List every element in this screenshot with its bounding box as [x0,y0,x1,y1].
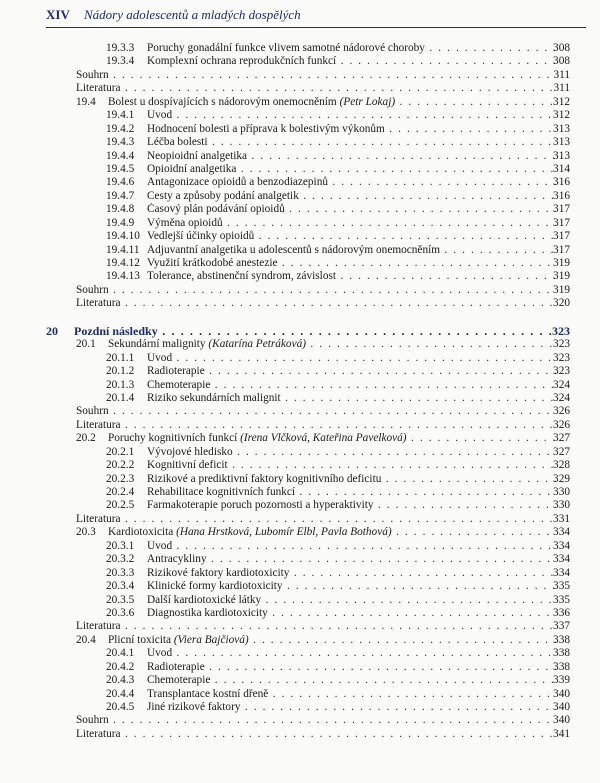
toc-entry-title-text: Další kardiotoxické látky [147,593,262,606]
toc-entry-title [147,607,556,620]
toc-entry-page: 330 [553,499,570,512]
toc-entry-title [147,594,556,607]
toc-entry [0,244,600,257]
toc-entry-title [147,499,556,512]
toc-entry-title [147,580,556,593]
toc-entry [0,338,600,351]
toc-entry [0,714,600,727]
toc-entry [0,96,600,109]
toc-entry-title-text: Souhrn [76,68,109,81]
toc-entry-number: 19.4.8 [106,203,135,216]
toc-entry-title [76,297,556,310]
toc-entry-title-text: Výměna opioidů [147,216,223,229]
toc-entry-title-text: Literatura [76,512,121,525]
toc-entry-title [147,176,556,189]
toc-entry-title-text: Souhrn [76,405,109,418]
toc-entry-page: 338 [553,647,570,660]
toc-entry-page: 341 [553,727,570,740]
toc-entry-title-text: Rizikové faktory kardiotoxicity [147,566,290,579]
toc-entry [0,473,600,486]
toc-entry-page: 330 [553,486,570,498]
toc-entry [0,150,600,163]
toc-entry-title [74,325,556,338]
toc-entry-page: 331 [553,512,570,525]
toc-entry-number: 19.4.13 [106,270,140,283]
toc-entry-title [147,55,556,68]
toc-entry-number: 20.4.2 [106,660,135,673]
toc-entry-page: 339 [553,674,570,687]
toc-entry-title [108,526,556,539]
toc-entry [0,674,600,687]
toc-entry-title [147,42,556,55]
toc-entry-title [76,82,556,95]
toc-entry-number: 20.3.5 [106,593,135,606]
toc-entry-title [147,257,556,270]
toc-entry [0,620,600,633]
toc-entry-number: 19.4.5 [106,162,135,175]
toc-entry-number: 20.1.3 [106,378,135,391]
toc-entry-title-text: Farmakoterapie poruch pozornosti a hyperaktivity [147,499,374,512]
toc-entry-title-text: Časový plán podávání opioidů [147,203,285,216]
toc-entry-page: 320 [553,297,570,310]
toc-entry-title [147,567,556,580]
toc-entry-title [76,284,556,297]
toc-entry-number: 19.4.3 [106,136,135,149]
toc-entry [0,513,600,526]
table-of-contents [0,42,600,741]
toc-entry-title [147,674,556,687]
toc-entry-title-text: Komplexní ochrana reprodukčních funkcí [147,55,337,68]
toc-entry-title [147,150,556,163]
toc-entry-title [147,446,556,459]
toc-entry-title-text: Tolerance, abstinenční syndrom, závislost [147,270,337,283]
toc-entry-title-text: Opioidní analgetika [147,162,237,175]
toc-entry-page: 314 [553,162,570,175]
toc-entry-title-text: Plicní toxicita [108,633,172,646]
toc-entry-page: 334 [553,566,570,579]
toc-entry-number: 20.3.6 [106,606,135,619]
toc-entry [0,379,600,392]
toc-entry-page: 335 [553,580,570,593]
toc-entry [0,661,600,674]
toc-entry-number: 20.4.5 [106,701,135,713]
toc-entry-title-text: Literatura [76,620,121,633]
toc-entry-number: 20.2.2 [106,459,135,472]
toc-entry-number: 19.3.4 [106,55,135,68]
toc-entry-page: 311 [553,82,570,95]
toc-entry-page: 324 [553,378,570,391]
toc-entry-title-text: Souhrn [76,714,109,727]
toc-entry-title-text: Jiné rizikové faktory [147,701,241,713]
toc-entry [0,405,600,418]
toc-entry-title [76,405,556,418]
toc-entry-title-text: Kardiotoxicita [108,526,174,539]
toc-entry-page: 317 [553,216,570,229]
toc-entry [0,419,600,432]
toc-entry-title [147,379,556,392]
toc-entry-title [147,123,556,136]
toc-entry-title-text: Chemoterapie [147,674,211,687]
toc-entry-title-text: Léčba bolesti [147,136,208,149]
toc-entry-title [76,728,556,741]
toc-entry-title [76,714,556,727]
toc-entry-number: 20.3.1 [106,539,135,552]
page-number-roman: XIV [46,7,70,22]
toc-entry-page: 317 [553,243,570,256]
toc-entry [0,230,600,243]
toc-entry-title [108,432,556,445]
running-header [46,7,586,28]
toc-entry [0,594,600,607]
toc-entry-title [147,486,556,499]
toc-entry-authors: (Hana Hrstková, Lubomír Elbl, Pavla Bothová) [176,526,392,539]
toc-entry-title-text: Cesty a způsoby podání analgetik [147,189,299,202]
toc-entry-title [147,459,556,472]
toc-entry [0,123,600,136]
toc-entry [0,352,600,365]
toc-entry-number: 19.4.4 [106,149,135,162]
toc-entry-title-text: Poruchy kognitivních funkcí [108,432,238,445]
toc-entry-number: 19.4.7 [106,189,135,202]
toc-entry [0,163,600,176]
toc-entry-title-text: Kognitivní deficit [147,459,228,472]
toc-entry-title-text: Neopioidní analgetika [147,149,248,162]
toc-entry-title-text: Rehabilitace kognitivních funkcí [147,486,296,498]
toc-entry-page: 317 [553,203,570,216]
toc-entry-title-text: Využití krátkodobé anestezie [147,257,278,269]
toc-entry-title-text: Souhrn [76,283,109,296]
toc-entry-title-text: Bolest u dospívajících s nádorovým onemocněním [108,95,337,108]
toc-entry [0,728,600,741]
toc-entry-title-text: Radioterapie [147,365,205,378]
toc-entry-page: 340 [553,714,570,727]
toc-entry-number: 20.4 [76,633,96,646]
toc-entry-title [147,203,556,216]
toc-entry-title [147,352,556,365]
toc-entry [0,55,600,68]
toc-entry-authors: (Viera Bajčiová) [173,633,249,646]
toc-entry-page: 311 [553,68,570,81]
toc-entry [0,580,600,593]
toc-entry-title [76,419,556,432]
toc-entry-title [108,634,556,647]
toc-entry-title-text: Rizikové a prediktivní faktory kognitivního deficitu [147,472,382,485]
toc-entry-title [147,190,556,203]
toc-entry-title-text: Diagnostika kardiotoxicity [147,606,268,619]
toc-entry-title-text: Antracykliny [147,553,207,566]
toc-entry [0,82,600,95]
toc-entry-title-text: Poruchy gonadální funkce vlivem samotné nádorové choroby [147,42,425,54]
toc-entry-title [147,163,556,176]
toc-entry-number: 19.3.3 [106,42,135,54]
toc-entry-number: 20.2.5 [106,499,135,512]
toc-chapter-row [0,325,600,338]
toc-entry-number: 20.1.2 [106,365,135,378]
toc-entry-number: 19.4.11 [106,243,140,256]
toc-entry [0,257,600,270]
toc-entry [0,297,600,310]
toc-entry-title [76,620,556,633]
toc-entry-number: 20.3 [76,526,96,539]
toc-entry [0,647,600,660]
toc-entry-number: 19.4 [76,95,96,108]
toc-entry-page: 308 [553,55,570,68]
toc-entry-title [108,338,556,351]
toc-entry-page: 319 [553,257,570,269]
toc-entry-title [147,392,556,405]
toc-entry [0,567,600,580]
toc-entry-page: 324 [553,391,570,404]
toc-entry [0,553,600,566]
toc-entry-number: 20.3.4 [106,580,135,593]
toc-entry-page: 326 [553,418,570,431]
toc-entry [0,217,600,230]
toc-entry-title-text: Sekundární malignity [108,338,206,351]
toc-entry-title-text: Vedlejší účinky opioidů [147,230,255,243]
toc-entry-number: 20 [46,323,58,338]
toc-entry [0,634,600,647]
toc-entry-page: 327 [553,432,570,445]
toc-entry-title-text: Riziko sekundárních malignit [147,391,281,404]
toc-entry-title-text: Adjuvantní analgetika u adolescentů s nádorovým onemocněním [147,243,441,256]
toc-entry-page: 319 [553,283,570,296]
toc-entry [0,42,600,55]
toc-entry-title-text: Radioterapie [147,660,205,673]
toc-entry-title-text: Literatura [76,418,121,431]
toc-entry [0,688,600,701]
toc-entry-page: 323 [553,351,570,364]
toc-entry-title-text: Úvod [147,539,173,552]
toc-entry-title-text: Antagonizace opioidů a benzodiazepinů [147,176,328,189]
toc-entry [0,486,600,499]
toc-entry [0,136,600,149]
toc-entry-number: 20.4.1 [106,647,135,660]
toc-entry-page: 316 [553,189,570,202]
toc-entry-number: 20.4.4 [106,687,135,700]
toc-entry [0,446,600,459]
toc-entry [0,365,600,378]
toc-entry [0,190,600,203]
toc-entry-page: 340 [553,687,570,700]
toc-entry-title-text: Literatura [76,82,121,95]
toc-entry-title [147,473,556,486]
toc-entry-page: 334 [553,539,570,552]
toc-entry-title [147,688,556,701]
toc-entry [0,432,600,445]
toc-entry-title [147,661,556,674]
toc-entry-title [147,136,556,149]
toc-entry-number: 19.4.1 [106,109,135,122]
toc-entry-title [108,96,556,109]
toc-entry [0,459,600,472]
toc-entry-title [147,230,556,243]
toc-entry-page: 336 [553,606,570,619]
toc-entry-title [147,365,556,378]
toc-entry-page: 338 [553,633,570,646]
toc-entry-page: 316 [553,176,570,189]
toc-entry-page: 312 [553,109,570,122]
toc-entry-page: 323 [552,323,570,338]
toc-entry-number: 20.3.3 [106,566,135,579]
toc-entry-page: 329 [553,472,570,485]
toc-entry-authors: (Katarína Petráková) [208,338,306,351]
toc-entry-title-text: Úvod [147,647,173,660]
toc-entry-title [147,217,556,230]
toc-entry-number: 19.4.6 [106,176,135,189]
toc-entry-page: 327 [553,445,570,458]
toc-entry [0,392,600,405]
toc-entry-page: 340 [553,701,570,713]
toc-entry-number: 19.4.2 [106,122,135,135]
toc-entry-number: 20.2.3 [106,472,135,485]
toc-entry-title [147,647,556,660]
toc-entry-page: 335 [553,593,570,606]
toc-entry-page: 334 [553,553,570,566]
toc-entry [0,701,600,714]
toc-entry-number: 20.2 [76,432,96,445]
toc-entry-title [76,69,556,82]
toc-entry-title [147,109,556,122]
toc-entry-title-text: Klinické formy kardiotoxicity [147,580,283,593]
toc-entry-authors: (Irena Vlčková, Kateřina Pavelková) [240,432,407,445]
running-header-title: Nádory adolescentů a mladých dospělých [84,7,301,22]
toc-entry-number: 20.1.4 [106,391,135,404]
toc-entry [0,109,600,122]
toc-entry-number: 20.1 [76,338,96,351]
toc-entry-title [147,701,556,714]
toc-entry [0,284,600,297]
toc-entry-number: 20.2.4 [106,486,135,498]
toc-entry [0,499,600,512]
toc-entry-page: 323 [553,365,570,378]
toc-entry-page: 326 [553,405,570,418]
toc-entry-page: 334 [553,526,570,539]
toc-entry-title [147,553,556,566]
toc-entry-page: 317 [553,230,570,243]
toc-entry-title-text: Literatura [76,297,121,310]
toc-entry-number: 19.4.12 [106,257,140,269]
toc-entry-number: 20.2.1 [106,445,135,458]
toc-entry-title-text: Hodnocení bolesti a příprava k bolestivým výkonům [147,122,385,135]
toc-entry-page: 328 [553,459,570,472]
toc-entry-page: 308 [553,42,570,54]
toc-entry-page: 313 [553,149,570,162]
toc-entry-page: 312 [553,95,570,108]
toc-entry-title-text: Chemoterapie [147,378,211,391]
toc-entry-authors: (Petr Lokaj) [339,95,396,108]
toc-entry [0,176,600,189]
toc-entry-number: 20.1.1 [106,351,135,364]
toc-entry-title-text: Úvod [147,109,173,122]
toc-entry-title-text: Transplantace kostní dřeně [147,687,269,700]
toc-entry-page: 313 [553,136,570,149]
toc-entry-title [76,513,556,526]
toc-entry [0,607,600,620]
toc-entry-title-text: Literatura [76,727,121,740]
toc-entry-number: 20.4.3 [106,674,135,687]
toc-entry-page: 313 [553,122,570,135]
toc-entry-number: 20.3.2 [106,553,135,566]
toc-entry-number: 19.4.9 [106,216,135,229]
toc-entry [0,526,600,539]
toc-entry-title-text: Vývojové hledisko [147,445,233,458]
toc-entry-title-text: Pozdní následky [74,324,158,338]
toc-entry-number: 19.4.10 [106,230,140,243]
toc-entry [0,203,600,216]
toc-entry-title [147,270,556,283]
toc-entry-page: 323 [553,338,570,351]
toc-entry-page: 337 [553,620,570,633]
toc-entry-page: 338 [553,660,570,673]
toc-entry [0,69,600,82]
toc-entry-title-text: Úvod [147,351,173,364]
toc-entry [0,270,600,283]
toc-entry-page: 319 [553,270,570,283]
toc-entry-title [147,540,556,553]
toc-entry [0,540,600,553]
toc-entry-title [147,244,556,257]
